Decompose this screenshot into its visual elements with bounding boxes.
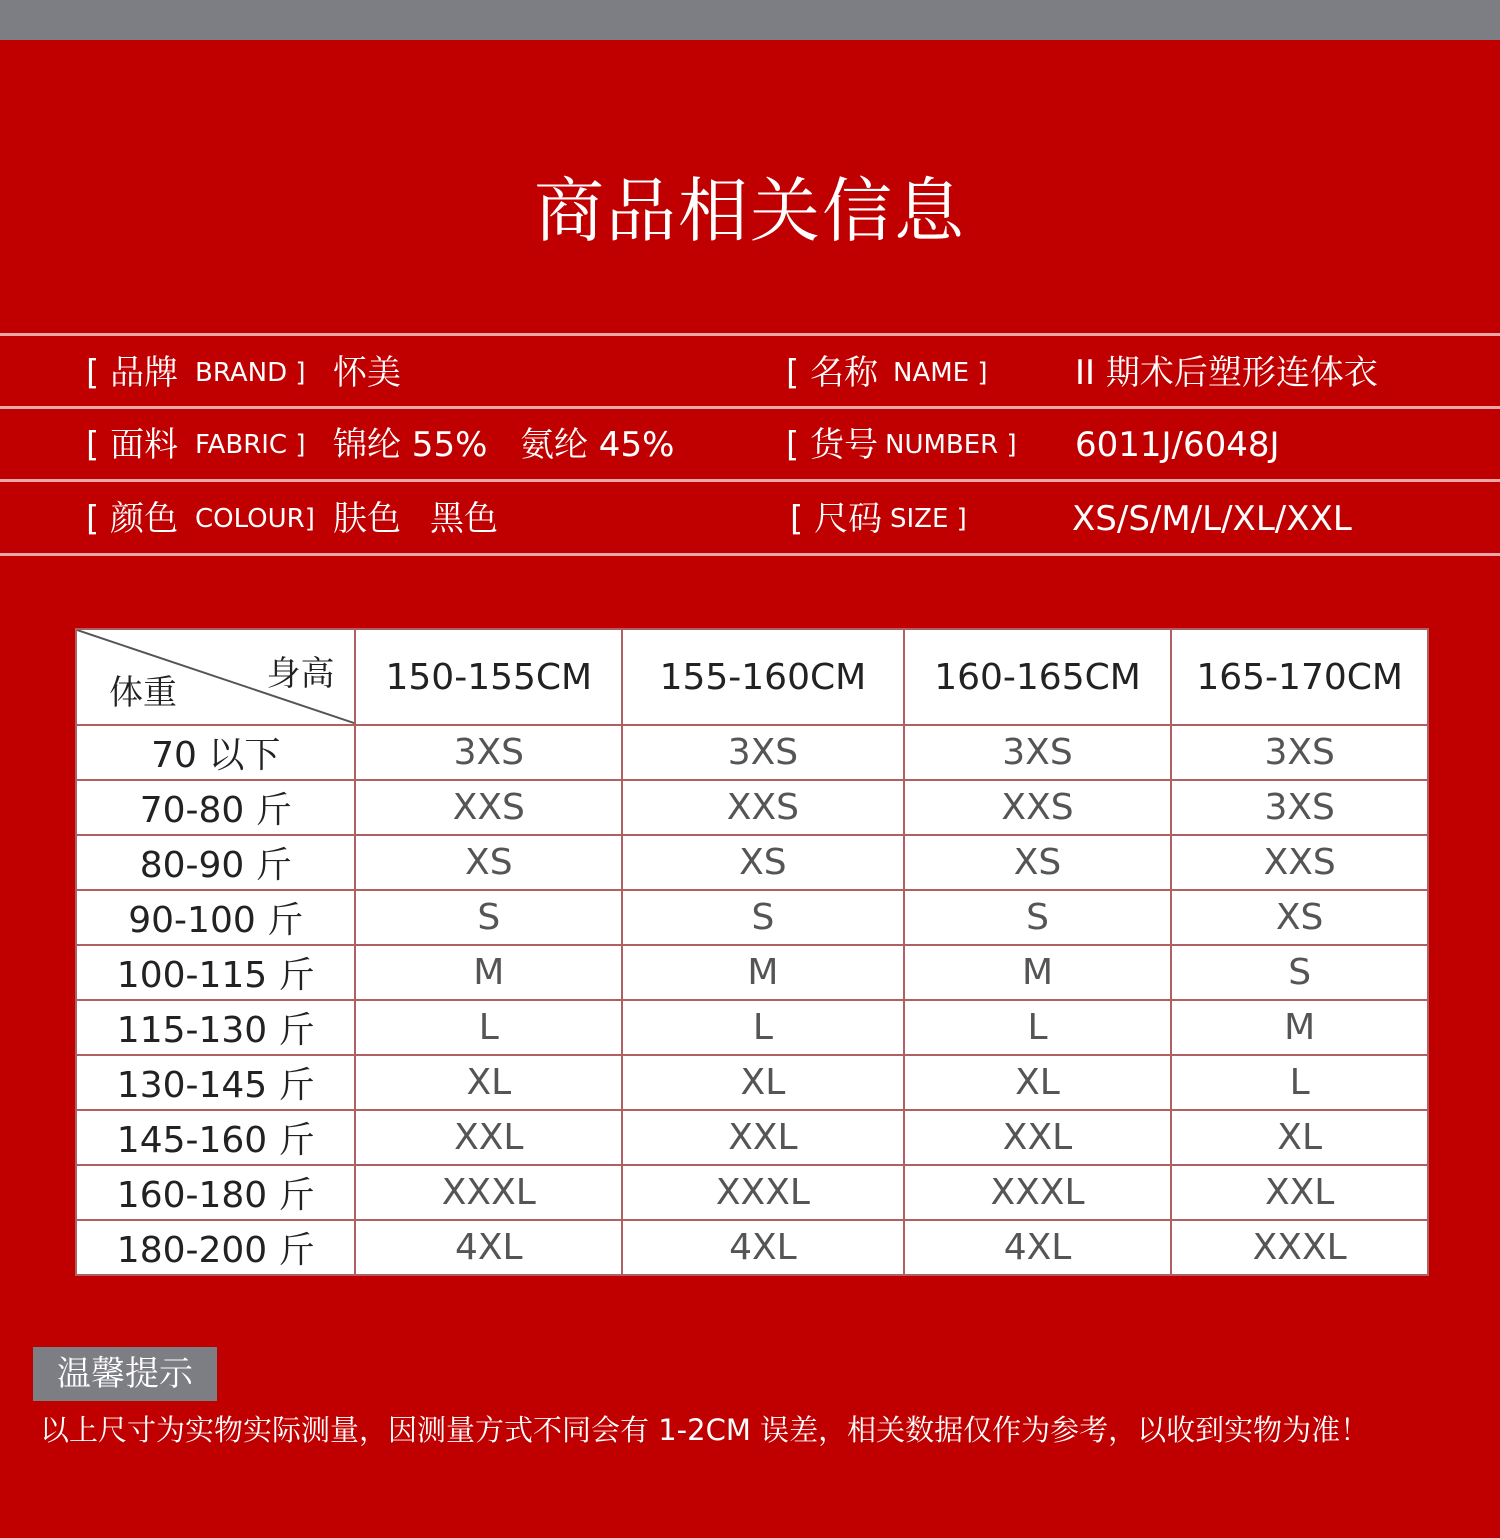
tip-badge: 温馨提示	[33, 1347, 217, 1401]
info-row-colour-size	[0, 484, 1500, 554]
weight-cell: 160-180 斤	[76, 1165, 355, 1220]
weight-cell: 130-145 斤	[76, 1055, 355, 1110]
size-cell: S	[622, 890, 904, 945]
size-cell: XXL	[355, 1110, 622, 1165]
name-value: II 期术后塑形连体衣	[1075, 353, 1378, 393]
size-cell: 4XL	[622, 1220, 904, 1275]
size-cell: M	[904, 945, 1172, 1000]
fabric-label-cn: [ 面料	[86, 425, 179, 465]
column-header: 150-155CM	[355, 629, 622, 725]
size-cell: XXS	[1171, 835, 1428, 890]
size-cell: 3XS	[1171, 780, 1428, 835]
size-cell: XS	[904, 835, 1172, 890]
size-cell: S	[1171, 945, 1428, 1000]
size-cell: XS	[622, 835, 904, 890]
weight-cell: 70-80 斤	[76, 780, 355, 835]
table-row	[76, 1220, 1428, 1275]
page-title: 商品相关信息	[534, 170, 966, 252]
corner-weight-label: 体重	[109, 673, 177, 713]
size-cell: XXL	[622, 1110, 904, 1165]
size-cell: XXL	[1171, 1165, 1428, 1220]
table-row	[76, 1055, 1428, 1110]
size-cell: XS	[1171, 890, 1428, 945]
table-corner-cell	[76, 629, 355, 725]
column-header: 155-160CM	[622, 629, 904, 725]
size-cell: XXXL	[904, 1165, 1172, 1220]
top-bar	[0, 0, 1500, 40]
size-cell: XL	[1171, 1110, 1428, 1165]
divider	[0, 479, 1500, 482]
number-label-cn: [ 货号	[786, 425, 879, 465]
size-cell: S	[355, 890, 622, 945]
brand-label-cn: [ 品牌	[86, 353, 179, 393]
colour-label-en: COLOUR]	[195, 504, 315, 534]
size-cell: 4XL	[904, 1220, 1172, 1275]
fabric-label-en: FABRIC ]	[195, 430, 306, 460]
column-header: 160-165CM	[904, 629, 1172, 725]
name-label-en: NAME ]	[893, 358, 988, 388]
table-row	[76, 835, 1428, 890]
table-row	[76, 1000, 1428, 1055]
size-cell: L	[355, 1000, 622, 1055]
size-cell: XXL	[904, 1110, 1172, 1165]
size-cell: 3XS	[904, 725, 1172, 780]
number-value: 6011J/6048J	[1075, 425, 1280, 465]
size-cell: XXS	[622, 780, 904, 835]
table-row	[76, 1165, 1428, 1220]
size-cell: 3XS	[1171, 725, 1428, 780]
corner-height-label: 身高	[266, 654, 335, 694]
size-label-en: SIZE ]	[890, 504, 967, 534]
size-cell: XS	[355, 835, 622, 890]
brand-label-en: BRAND ]	[195, 358, 306, 388]
size-cell: M	[1171, 1000, 1428, 1055]
divider	[0, 406, 1500, 409]
weight-cell: 80-90 斤	[76, 835, 355, 890]
size-cell: XXXL	[1171, 1220, 1428, 1275]
divider	[0, 333, 1500, 336]
size-cell: L	[622, 1000, 904, 1055]
size-cell: S	[904, 890, 1172, 945]
table-row	[76, 890, 1428, 945]
info-row-fabric-number	[0, 410, 1500, 480]
weight-cell: 115-130 斤	[76, 1000, 355, 1055]
size-value: XS/S/M/L/XL/XXL	[1072, 499, 1352, 539]
fabric-value-1: 锦纶 55%	[333, 425, 488, 465]
size-cell: XXS	[355, 780, 622, 835]
info-row-brand-name	[0, 338, 1500, 408]
size-cell: XXS	[904, 780, 1172, 835]
table-row	[76, 945, 1428, 1000]
name-label-cn: [ 名称	[786, 353, 879, 393]
table-row	[76, 1110, 1428, 1165]
weight-cell: 90-100 斤	[76, 890, 355, 945]
size-cell: 3XS	[622, 725, 904, 780]
weight-cell: 100-115 斤	[76, 945, 355, 1000]
table-header-row	[76, 629, 1428, 725]
table-row	[76, 725, 1428, 780]
size-cell: L	[1171, 1055, 1428, 1110]
fabric-value-2: 氨纶 45%	[520, 425, 675, 465]
size-cell: M	[355, 945, 622, 1000]
weight-cell: 70 以下	[76, 725, 355, 780]
size-cell: XL	[622, 1055, 904, 1110]
size-cell: XL	[355, 1055, 622, 1110]
table-row	[76, 780, 1428, 835]
size-cell: L	[904, 1000, 1172, 1055]
colour-value-2: 黑色	[430, 499, 498, 539]
column-header: 165-170CM	[1171, 629, 1428, 725]
size-cell: M	[622, 945, 904, 1000]
size-cell: 3XS	[355, 725, 622, 780]
brand-value: 怀美	[333, 353, 401, 393]
number-label-en: NUMBER ]	[885, 430, 1017, 460]
colour-label-cn: [ 颜色	[86, 499, 179, 539]
size-cell: 4XL	[355, 1220, 622, 1275]
size-cell: XXXL	[355, 1165, 622, 1220]
size-cell: XXXL	[622, 1165, 904, 1220]
divider	[0, 553, 1500, 556]
weight-cell: 145-160 斤	[76, 1110, 355, 1165]
size-chart-table	[75, 628, 1429, 1276]
size-cell: XL	[904, 1055, 1172, 1110]
weight-cell: 180-200 斤	[76, 1220, 355, 1275]
tip-note: 以上尺寸为实物实际测量，因测量方式不同会有 1-2CM 误差，相关数据仅作为参考，以收到实物为准！	[40, 1413, 1370, 1447]
colour-value-1: 肤色	[333, 499, 401, 539]
size-label-cn: [ 尺码	[790, 499, 883, 539]
